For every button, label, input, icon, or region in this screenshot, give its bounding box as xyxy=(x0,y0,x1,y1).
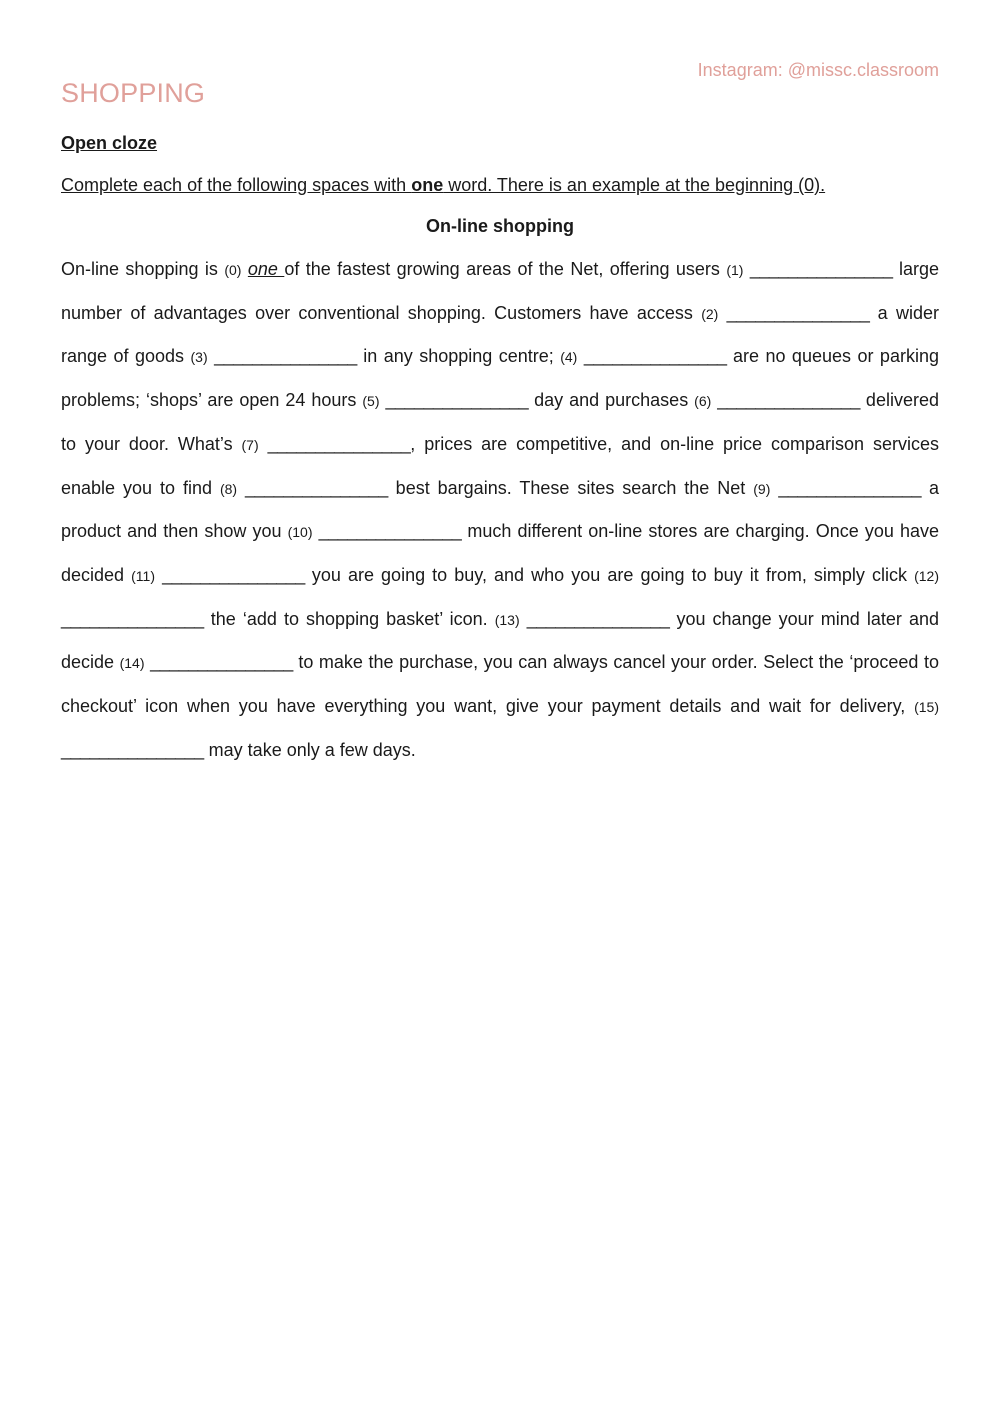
passage-text: day and purchases xyxy=(528,390,695,411)
gap-number: (1) xyxy=(726,262,744,278)
gap-number: (10) xyxy=(287,524,313,541)
answer-blank[interactable]: _______________ xyxy=(61,739,204,760)
gap-number: (0) xyxy=(224,262,242,278)
gap-number: (2) xyxy=(701,305,719,322)
gap-number: (12) xyxy=(914,567,939,584)
passage-text: in any shopping centre; xyxy=(356,346,561,367)
instructions-post: word. There is an example at the beginning (0). xyxy=(443,175,826,195)
answer-blank[interactable]: _______________ xyxy=(150,652,293,673)
gap-number: (15) xyxy=(914,699,939,716)
passage-text: On-line shopping is xyxy=(61,259,225,279)
example-answer: one xyxy=(247,259,285,279)
instructions xyxy=(61,175,825,196)
section-heading: Open cloze xyxy=(61,133,158,153)
gap-number: (11) xyxy=(131,567,155,584)
answer-blank[interactable]: _______________ xyxy=(583,346,727,367)
passage-text: delivered to your door. What’s xyxy=(61,390,939,454)
answer-blank[interactable]: _______________ xyxy=(214,346,357,367)
passage-text: are no queues or parking problems; ‘shops’ are open 24 hours xyxy=(61,346,939,411)
passage-text: much different on-line stores are charging. Once you have decided xyxy=(61,521,939,585)
answer-blank[interactable]: _______________ xyxy=(385,390,529,411)
passage-text: a wider range of goods xyxy=(61,302,940,367)
passage-text: the ‘add to shopping basket’ icon. xyxy=(203,608,495,629)
page-title: SHOPPING xyxy=(61,78,206,108)
instagram-handle: Instagram: @missc.classroom xyxy=(697,60,939,80)
passage-text: a product and then show you xyxy=(61,477,939,542)
answer-blank[interactable]: _______________ xyxy=(61,608,204,629)
gap-number: (14) xyxy=(119,655,145,672)
answer-blank[interactable]: _______________ xyxy=(749,259,893,279)
cloze-passage xyxy=(61,248,939,771)
gap-number: (7) xyxy=(241,436,259,453)
answer-blank[interactable]: _______________ xyxy=(526,608,670,629)
passage-text: to make the purchase, you can always cancel your order. Select the ‘proceed to checkout’ icon when you have everything you want, give your payment details and wait for delivery, xyxy=(61,652,939,717)
passage-text: you are going to buy, and who you are going to buy it from, simply click xyxy=(304,564,915,585)
passage-text: , prices are competitive, and on-line price comparison services enable you to find xyxy=(61,433,939,498)
passage-text: best bargains. These sites search the Net xyxy=(387,477,754,498)
gap-number: (8) xyxy=(219,480,238,497)
answer-blank[interactable]: _______________ xyxy=(245,477,388,498)
gap-number: (13) xyxy=(494,611,520,628)
answer-blank[interactable]: _______________ xyxy=(778,477,922,498)
instructions-pre: Complete each of the following spaces with xyxy=(61,175,412,195)
passage-text: large number of advantages over conventional shopping. Customers have access xyxy=(61,259,939,323)
gap-number: (3) xyxy=(190,349,208,366)
answer-blank[interactable]: _______________ xyxy=(726,302,870,323)
gap-number: (6) xyxy=(694,393,712,410)
instructions-bold: one xyxy=(411,175,444,195)
passage-text: may take only a few days. xyxy=(203,739,416,760)
passage-title: On-line shopping xyxy=(426,216,574,236)
answer-blank[interactable]: _______________ xyxy=(267,433,411,454)
gap-number: (5) xyxy=(362,393,380,410)
answer-blank[interactable]: _______________ xyxy=(717,390,860,411)
passage-text: of the fastest growing areas of the Net, offering users xyxy=(284,259,727,279)
answer-blank[interactable]: _______________ xyxy=(162,564,305,585)
answer-blank[interactable]: _______________ xyxy=(318,521,462,542)
passage-text: you change your mind later and decide xyxy=(61,608,939,673)
gap-number: (9) xyxy=(753,480,771,497)
gap-number: (4) xyxy=(560,349,578,366)
